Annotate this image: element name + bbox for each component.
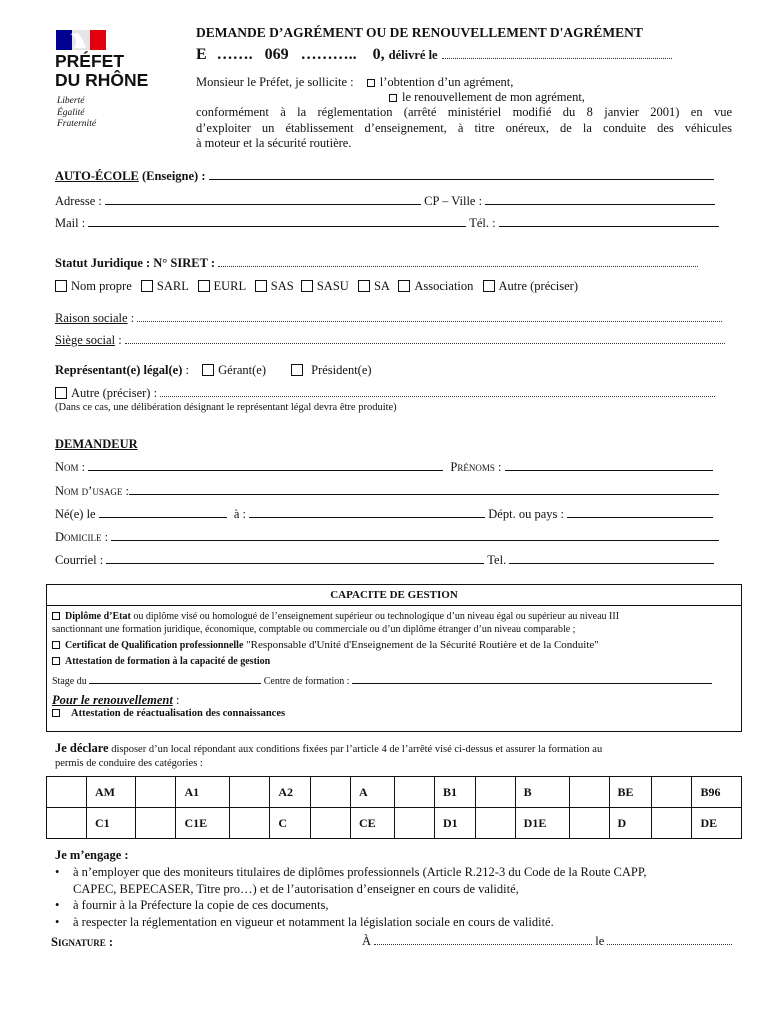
checkbox-sas[interactable] bbox=[255, 280, 267, 292]
engagement-item-1-cont bbox=[55, 881, 647, 898]
siege-field[interactable] bbox=[125, 333, 725, 344]
renew-checkbox[interactable] bbox=[389, 94, 397, 102]
raison-colon: : bbox=[127, 311, 135, 325]
conformity-line1: conformément à la réglementation (arrêté ministériel modifié du 8 janvier 2001) en vue bbox=[196, 105, 732, 119]
diplome-checkbox[interactable] bbox=[52, 612, 60, 620]
category-d1: D1 bbox=[435, 808, 476, 839]
mail-label: Mail : bbox=[55, 216, 86, 230]
autoecole-title: AUTO-ÉCOLE bbox=[55, 169, 139, 183]
attestation-label: Attestation de formation à la capacité de gestion bbox=[65, 656, 271, 667]
option-sarl: SARL bbox=[156, 279, 189, 293]
autre-row bbox=[55, 386, 715, 401]
checkbox-cell-c[interactable] bbox=[230, 808, 270, 839]
rep-autre-label: Autre (préciser) : bbox=[71, 386, 158, 400]
mail-row bbox=[55, 215, 719, 231]
checkbox-cell-d1[interactable] bbox=[395, 808, 435, 839]
stage-field[interactable] bbox=[89, 674, 261, 684]
date-field[interactable] bbox=[607, 934, 732, 945]
conformity-line3: à moteur et la sécurité routière. bbox=[196, 136, 352, 150]
obtain-label: l’obtention d’un agrément, bbox=[379, 75, 514, 89]
checkbox-cell-be[interactable] bbox=[569, 777, 609, 808]
checkbox-sarl[interactable] bbox=[141, 280, 153, 292]
marianne-logo-icon bbox=[56, 30, 106, 50]
delivered-label: délivré le bbox=[388, 48, 438, 62]
tel-label: Tél. : bbox=[469, 216, 496, 230]
tel-field[interactable] bbox=[499, 215, 719, 227]
representative-colon: : bbox=[182, 363, 189, 377]
category-b1: B1 bbox=[435, 777, 476, 808]
engagement-list bbox=[55, 864, 647, 930]
centre-field[interactable] bbox=[352, 674, 712, 684]
category-c1e: C1E bbox=[176, 808, 230, 839]
checkbox-rep-autre[interactable] bbox=[55, 387, 67, 399]
checkbox-cell-d[interactable] bbox=[569, 808, 609, 839]
request-intro: Monsieur le Préfet, je sollicite : bbox=[196, 75, 354, 89]
diplome-bold: Diplôme d’Etat bbox=[65, 611, 131, 622]
statut-options bbox=[55, 279, 578, 294]
option-nom-propre: Nom propre bbox=[71, 279, 132, 293]
nom-usage-field[interactable] bbox=[129, 483, 719, 495]
nom-label: Nom : bbox=[55, 460, 86, 474]
address-row bbox=[55, 193, 715, 209]
motto-egalite: Égalité bbox=[57, 107, 85, 118]
prenoms-label: Prénoms : bbox=[450, 460, 502, 474]
option-eurl: EURL bbox=[213, 279, 246, 293]
option-sa: SA bbox=[373, 279, 390, 293]
representative-note: (Dans ce cas, une délibération désignant le représentant légal devra être produite) bbox=[55, 402, 397, 413]
motto-fraternite: Fraternité bbox=[57, 119, 97, 129]
renew-label: le renouvellement de mon agrément, bbox=[402, 90, 585, 104]
certificat-bold: Certificat de Qualification professionnelle bbox=[65, 640, 244, 651]
place-label: À bbox=[362, 934, 372, 948]
siege-colon: : bbox=[115, 333, 122, 347]
e-prefix: E bbox=[196, 46, 207, 63]
e-dots1: ……. bbox=[216, 46, 253, 63]
courriel-label: Courriel : bbox=[55, 553, 104, 567]
prefecture-line1: PRÉFET bbox=[55, 51, 125, 71]
category-c: C bbox=[270, 808, 311, 839]
category-am: AM bbox=[87, 777, 136, 808]
category-ce: CE bbox=[351, 808, 395, 839]
certificat-row bbox=[52, 639, 736, 652]
birthdate-field[interactable] bbox=[99, 506, 227, 518]
capacite-content bbox=[47, 606, 741, 720]
attestation-row bbox=[52, 655, 736, 668]
autoecole-title-suffix: (Enseigne) : bbox=[138, 169, 206, 183]
birthplace-field[interactable] bbox=[249, 506, 485, 518]
capacite-title: CAPACITE DE GESTION bbox=[47, 585, 741, 606]
siege-row bbox=[55, 333, 725, 348]
prefecture-line2: DU RHÔNE bbox=[55, 70, 149, 90]
category-de: DE bbox=[692, 808, 742, 839]
checkbox-sa[interactable] bbox=[358, 280, 370, 292]
option-association: Association bbox=[414, 279, 474, 293]
autoecole-row bbox=[55, 168, 714, 184]
domicile-field[interactable] bbox=[111, 529, 719, 541]
siret-field[interactable] bbox=[218, 256, 698, 267]
e-suffix: 0, bbox=[372, 46, 385, 63]
checkbox-cell-d1e[interactable] bbox=[475, 808, 515, 839]
courriel-field[interactable] bbox=[106, 552, 484, 564]
engagement-item-2: • à fournir à la Préfecture la copie de ces documents, bbox=[55, 898, 329, 912]
checkbox-autre[interactable] bbox=[483, 280, 495, 292]
domicile-row bbox=[55, 529, 719, 545]
demandeur-tel-label: Tel. bbox=[487, 553, 507, 567]
declare-rest: disposer d’un local répondant aux conditions fixées par l’article 4 de l’arrêté visé ci-dessus et assurer la formation au bbox=[108, 744, 603, 755]
checkbox-cell-b1[interactable] bbox=[395, 777, 435, 808]
reactualisation-label: Attestation de réactualisation des connaissances bbox=[71, 708, 286, 719]
nom-usage-label: Nom d’usage : bbox=[55, 484, 129, 498]
diplome-row bbox=[52, 610, 736, 623]
stage-label: Stage du bbox=[52, 676, 87, 687]
naissance-row bbox=[55, 506, 713, 522]
statut-row bbox=[55, 256, 698, 271]
gerant-label: Gérant(e) bbox=[218, 363, 267, 377]
courriel-row bbox=[55, 552, 714, 568]
signature-place-date bbox=[362, 934, 732, 949]
checkbox-cell-am[interactable] bbox=[47, 777, 87, 808]
checkbox-gerant[interactable] bbox=[202, 364, 214, 376]
representative-label: Représentant(e) légal(e) bbox=[55, 363, 183, 377]
category-b: B bbox=[515, 777, 569, 808]
engagement-text-1b: CAPEC, BEPECASER, Titre pro…) et de l’autorisation d’enseigner en cours de validité, bbox=[73, 881, 519, 896]
engagement-title: Je m’engage : bbox=[55, 848, 129, 862]
e-dots2: ……….. bbox=[300, 46, 357, 63]
checkbox-cell-a1[interactable] bbox=[136, 777, 176, 808]
motto bbox=[57, 96, 96, 131]
e-code: 069 bbox=[264, 46, 289, 63]
renouvellement-row bbox=[52, 694, 736, 707]
address-field[interactable] bbox=[105, 193, 421, 205]
signature-label: Signature : bbox=[51, 935, 114, 949]
renew-row bbox=[389, 90, 585, 105]
place-field[interactable] bbox=[374, 934, 592, 945]
checkbox-cell-c1e[interactable] bbox=[136, 808, 176, 839]
raison-field[interactable] bbox=[137, 311, 722, 322]
category-be: BE bbox=[609, 777, 652, 808]
delivered-date-field[interactable] bbox=[442, 48, 672, 59]
checkbox-cell-a2[interactable] bbox=[230, 777, 270, 808]
president-label: Président(e) bbox=[311, 363, 372, 377]
engagement-item-1: • à n’employer que des moniteurs titulaires de diplômes professionnels (Article R.212-3 du Code de la Route CAPP, bbox=[55, 865, 647, 879]
checkbox-cell-de[interactable] bbox=[652, 808, 692, 839]
nom-field[interactable] bbox=[88, 459, 443, 471]
address-label: Adresse : bbox=[55, 194, 102, 208]
checkbox-cell-c1[interactable] bbox=[47, 808, 87, 839]
category-a: A bbox=[351, 777, 395, 808]
category-b96: B96 bbox=[692, 777, 742, 808]
cp-ville-field[interactable] bbox=[485, 193, 715, 205]
nom-usage-row bbox=[55, 483, 719, 499]
categories-row-2 bbox=[47, 808, 742, 839]
centre-label: Centre de formation : bbox=[263, 676, 350, 687]
statut-title: Statut Juridique : N° SIRET : bbox=[55, 256, 216, 270]
date-label: le bbox=[595, 934, 605, 948]
declare-line2: permis de conduire des catégories : bbox=[55, 758, 203, 769]
option-sas: SAS bbox=[270, 279, 294, 293]
checkbox-cell-b[interactable] bbox=[475, 777, 515, 808]
engagement-item-3: • à respecter la réglementation en vigueur et notamment la législation sociale en cours de validité. bbox=[55, 914, 554, 929]
obtain-checkbox[interactable] bbox=[367, 79, 375, 87]
mail-field[interactable] bbox=[88, 215, 466, 227]
category-d1e: D1E bbox=[515, 808, 569, 839]
ne-le-label: Né(e) le bbox=[55, 507, 96, 521]
category-c1: C1 bbox=[87, 808, 136, 839]
checkbox-cell-b96[interactable] bbox=[652, 777, 692, 808]
capacite-box bbox=[46, 584, 742, 732]
engagement-text-1: à n’employer que des moniteurs titulaires de diplômes professionnels (Article R.212-3 du Code de la Route CAPP, bbox=[73, 865, 647, 879]
form-title: DEMANDE D’AGRÉMENT OU DE RENOUVELLEMENT D'AGRÉMENT bbox=[196, 25, 643, 40]
dept-field[interactable] bbox=[567, 506, 713, 518]
category-d: D bbox=[609, 808, 652, 839]
checkbox-cell-a[interactable] bbox=[311, 777, 351, 808]
prefecture-name bbox=[55, 52, 148, 90]
engagement-text-2: à fournir à la Préfecture la copie de ces documents, bbox=[73, 898, 329, 912]
engagement-text-3: à respecter la réglementation en vigueur et notamment la législation sociale en cours de validité. bbox=[73, 914, 554, 929]
stage-row bbox=[52, 674, 736, 688]
diplome-rest: ou diplôme visé ou homologué de l’enseignement supérieur ou technologique d’un niveau égal ou supérieur au niveau III bbox=[130, 611, 620, 622]
birthplace-label: à : bbox=[233, 507, 247, 521]
raison-label: Raison sociale bbox=[55, 311, 128, 325]
diplome-line2: sanctionnant une formation juridique, économique, comptable ou commerciale ou d’un diplôme étranger d’un niveau comparable ; bbox=[52, 624, 576, 635]
attestation-checkbox[interactable] bbox=[52, 657, 60, 665]
request-intro-row bbox=[196, 75, 513, 90]
domicile-label: Domicile : bbox=[55, 530, 109, 544]
option-autre: Autre (préciser) bbox=[498, 279, 578, 293]
checkbox-nom-propre[interactable] bbox=[55, 280, 67, 292]
conformity-line2: d’exploiter un établissement d’enseignement, à titre onéreux, de la conduite des véhicules bbox=[196, 120, 732, 135]
checkbox-president[interactable] bbox=[291, 364, 303, 376]
categories-table bbox=[46, 776, 742, 839]
checkbox-sasu[interactable] bbox=[301, 280, 313, 292]
agrement-number bbox=[196, 46, 672, 64]
checkbox-cell-ce[interactable] bbox=[311, 808, 351, 839]
reactualisation-row bbox=[52, 707, 736, 720]
conformity-text bbox=[196, 105, 732, 152]
representative-row bbox=[55, 363, 372, 378]
demandeur-title: DEMANDEUR bbox=[55, 437, 138, 451]
option-sasu: SASU bbox=[316, 279, 349, 293]
categories-row-1 bbox=[47, 777, 742, 808]
siege-label: Siège social bbox=[55, 333, 116, 347]
enseigne-field[interactable] bbox=[209, 168, 714, 180]
renouvellement-colon: : bbox=[172, 693, 180, 707]
reactualisation-checkbox[interactable] bbox=[52, 709, 60, 717]
category-a2: A2 bbox=[270, 777, 311, 808]
certificat-rest: "Responsable d'Unité d'Enseignement de la Sécurité Routière et de la Conduite" bbox=[243, 639, 599, 651]
motto-liberte: Liberté bbox=[57, 96, 85, 106]
declaration bbox=[55, 741, 602, 771]
checkbox-association[interactable] bbox=[398, 280, 410, 292]
dept-label: Dépt. ou pays : bbox=[488, 507, 564, 521]
certificat-checkbox[interactable] bbox=[52, 641, 60, 649]
nom-row bbox=[55, 459, 713, 475]
raison-row bbox=[55, 311, 722, 326]
cp-ville-label: CP – Ville : bbox=[424, 194, 483, 208]
demandeur-tel-field[interactable] bbox=[509, 552, 714, 564]
declare-bold: Je déclare bbox=[55, 741, 109, 755]
prenoms-field[interactable] bbox=[505, 459, 713, 471]
renouvellement-label: Pour le renouvellement bbox=[52, 693, 173, 707]
checkbox-eurl[interactable] bbox=[198, 280, 210, 292]
rep-autre-field[interactable] bbox=[160, 386, 715, 397]
category-a1: A1 bbox=[176, 777, 230, 808]
